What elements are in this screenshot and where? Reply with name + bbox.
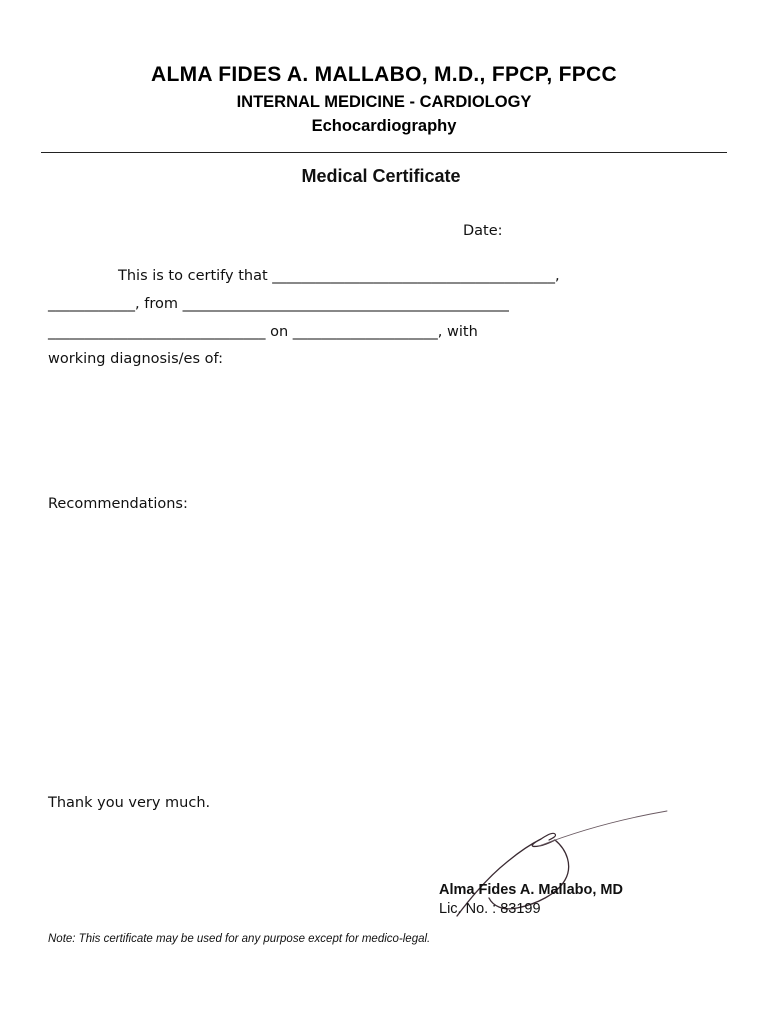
certify-line-patient: This is to certify that _______________________________________, bbox=[118, 268, 560, 284]
date-label: Date: bbox=[463, 223, 503, 239]
certify-line-date: ______________________________ on ____________________, with bbox=[48, 324, 478, 340]
specialty-heading: INTERNAL MEDICINE - CARDIOLOGY bbox=[236, 93, 532, 111]
diagnosis-label: working diagnosis/es of: bbox=[48, 351, 223, 367]
disclaimer-note: Note: This certificate may be used for any purpose except for medico-legal. bbox=[48, 933, 431, 945]
license-number: Lic. No. : 83199 bbox=[439, 901, 541, 917]
signatory-name: Alma Fides A. Mallabo, MD bbox=[439, 882, 623, 898]
subspecialty-heading: Echocardiography bbox=[311, 117, 457, 135]
header-divider bbox=[41, 152, 727, 153]
certify-line-from: ____________, from _____________________________________________ bbox=[48, 296, 509, 312]
recommendations-label: Recommendations: bbox=[48, 496, 188, 512]
certificate-title: Medical Certificate bbox=[301, 166, 461, 186]
closing-text: Thank you very much. bbox=[48, 795, 211, 811]
doctor-name-heading: ALMA FIDES A. MALLABO, M.D., FPCP, FPCC bbox=[151, 63, 617, 86]
